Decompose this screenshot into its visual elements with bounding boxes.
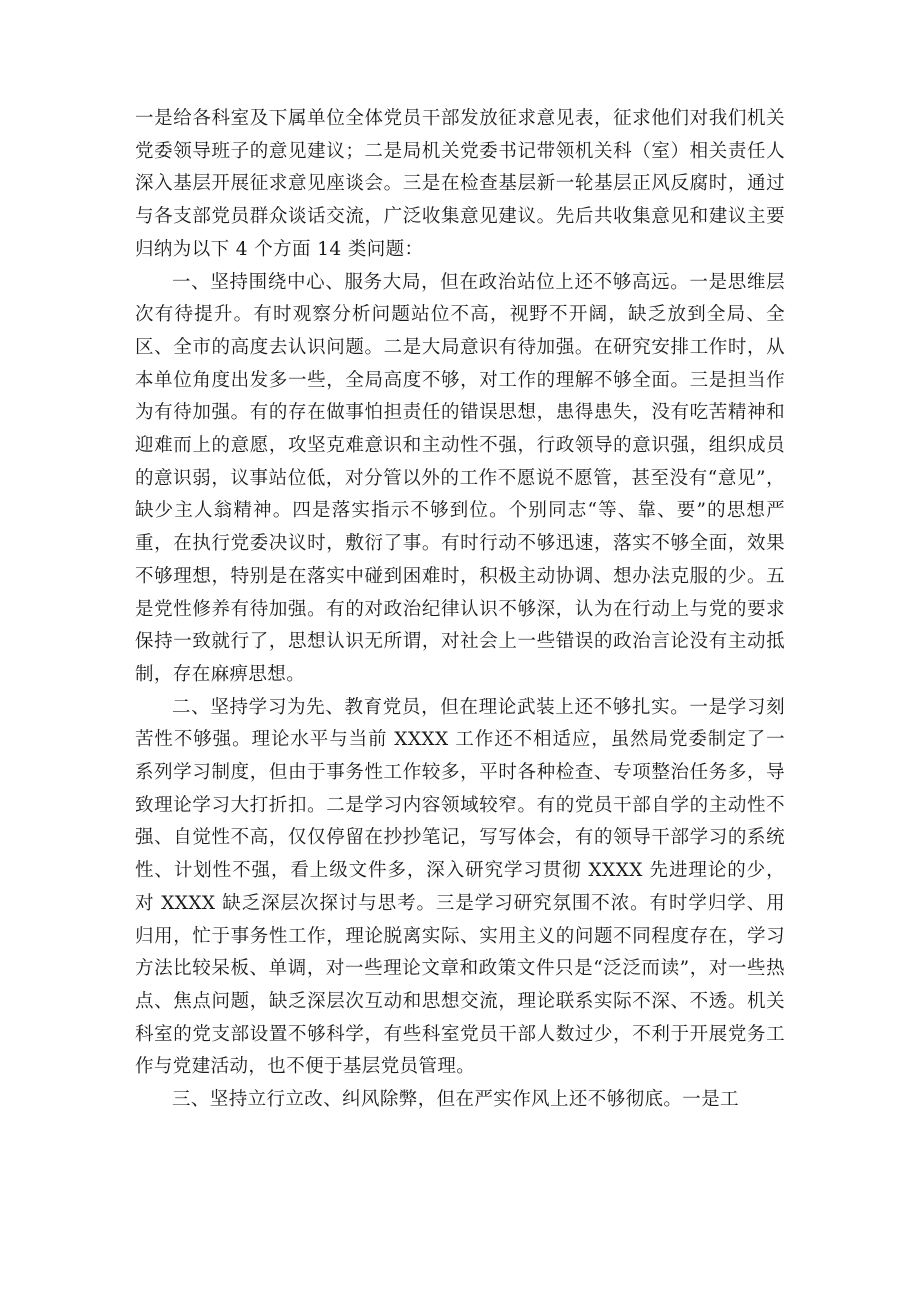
paragraph-section-three: 三、坚持立行立改、纠风除弊，但在严实作风上还不够彻底。一是工 bbox=[172, 1089, 740, 1111]
paragraph-section-one: 一、坚持围绕中心、服务大局，但在政治站位上还不够高远。一是思维层次有待提升。有时观察分析问题站位不高，视野不开阔，缺乏放到全局、全区、全市的高度去认识问题。二是大局意识有待加强。在研究安排工作时，从本单位角度出发多一些，全局高度不够，对工作的理解不够全面。三是担当作为有待加强。有的存在做事怕担责任的错误思想，患得患失，没有吃苦精神和迎难而上的意愿，攻坚克难意识和主动性不强，行政领导的意识强，组织成员的意识弱，议事站位低，对分管以外的工作不愿说不愿管，甚至没有“意见”，缺少主人翁精神。四是落实指示不够到位。个别同志“等、靠、要”的思想严重，在执行党委决议时，敷衍了事。有时行动不够迅速，落实不够全面，效果不够理想，特别是在落实中碰到困难时，积极主动协调、想办法克服的少。五是党性修养有待加强。有的对政治纪律认识不够深，认为在行动上与党的要求保持一致就行了，思想认识无所谓，对社会上一些错误的政治言论没有主动抵制，存在麻痹思想。 bbox=[135, 271, 785, 685]
paragraph-section-two: 二、坚持学习为先、教育党员，但在理论武装上还不够扎实。一是学习刻苦性不够强。理论水平与当前 XXXX 工作还不相适应，虽然局党委制定了一系列学习制度，但由于事务性工作较多，平时各种检查、专项整治任务多，导致理论学习大打折扣。二是学习内容领域较窄。有的党员干部自学的主动性不强、自觉性不高，仅仅停留在抄抄笔记，写写体会，有的领导干部学习的系统性、计划性不强，看上级文件多，深入研究学习贯彻 XXXX 先进理论的少，对 XXXX 缺乏深层次探讨与思考。三是学习研究氛围不浓。有时学归学、用归用，忙于事务性工作，理论脱离实际、实用主义的问题不同程度存在，学习方法比较呆板、单调，对一些理论文章和政策文件只是“泛泛而读”，对一些热点、焦点问题，缺乏深层次互动和思想交流，理论联系实际不深、不透。机关科室的党支部设置不够科学，有些科室党员干部人数过少，不利于开展党务工作与党建活动，也不便于基层党员管理。 bbox=[135, 696, 785, 1078]
document-body bbox=[135, 103, 785, 1117]
paragraph-intro: 一是给各科室及下属单位全体党员干部发放征求意见表，征求他们对我们机关党委领导班子的意见建议；二是局机关党委书记带领机关科（室）相关责任人深入基层开展征求意见座谈会。三是在检查基层新一轮基层正风反腐时，通过与各支部党员群众谈话交流，广泛收集意见建议。先后共收集意见和建议主要归纳为以下 4 个方面 14 类问题： bbox=[135, 108, 785, 260]
